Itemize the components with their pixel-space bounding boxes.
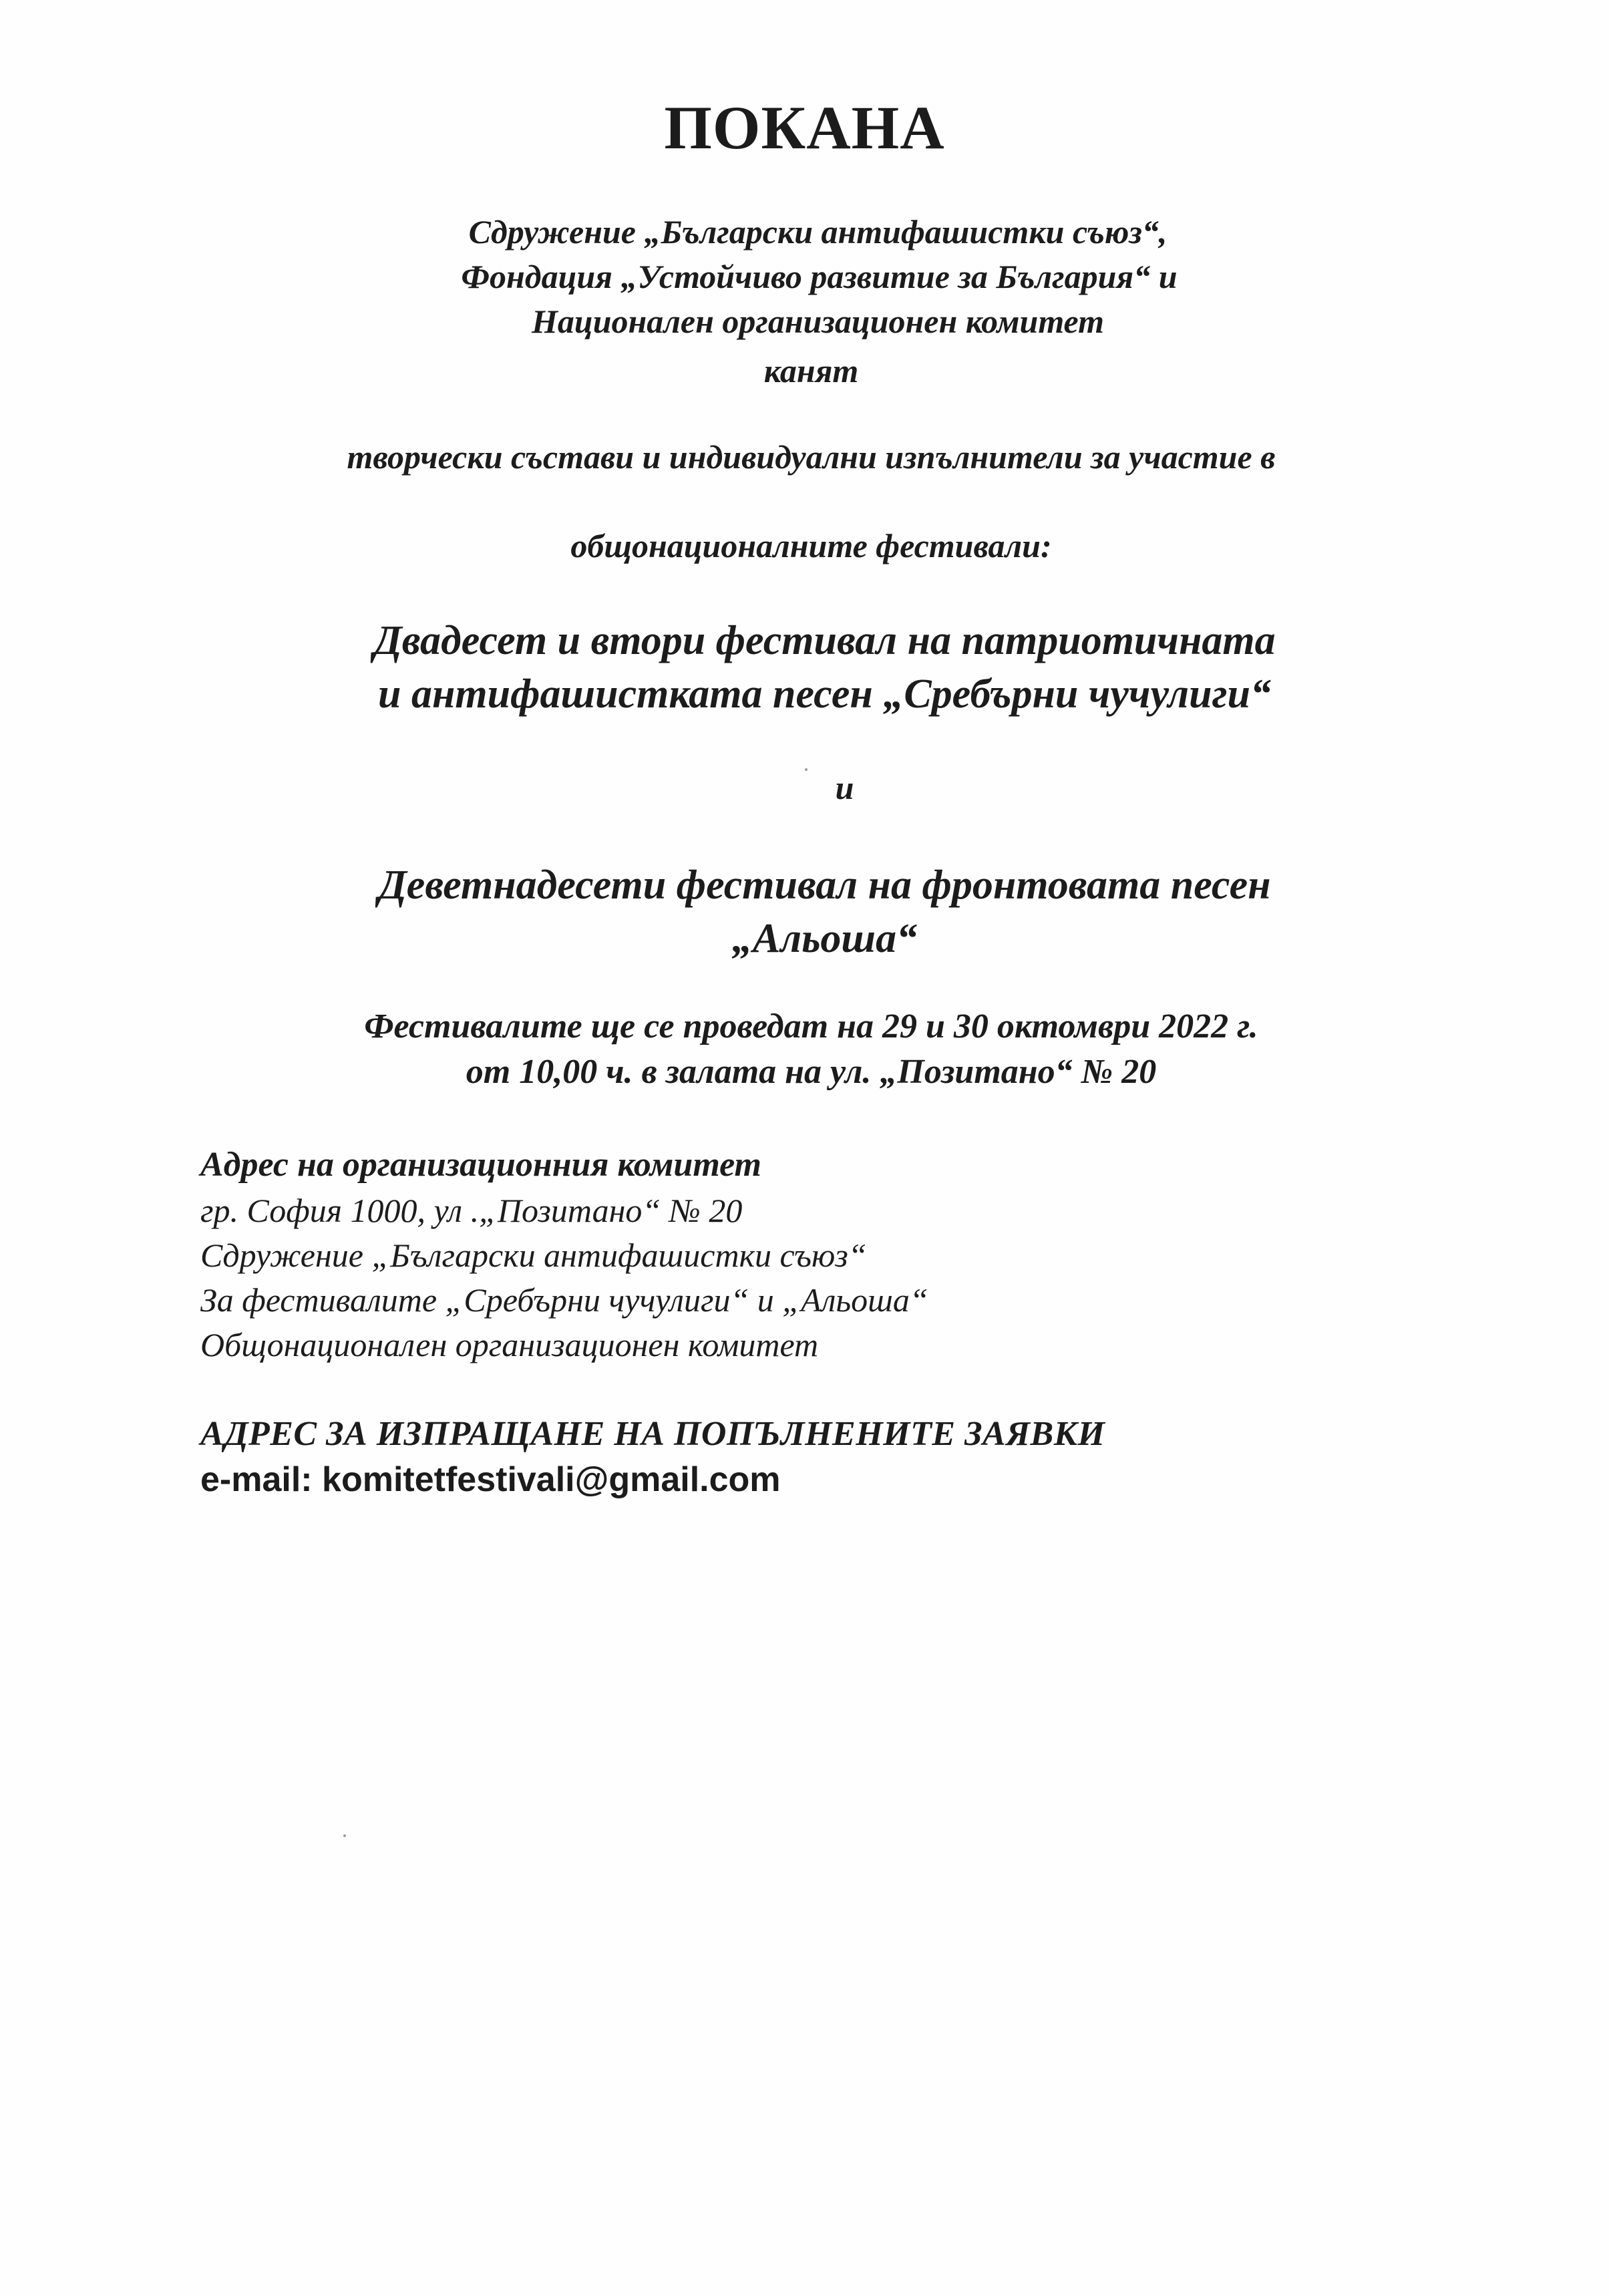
scan-speck	[343, 1834, 346, 1837]
organizer-line-3: Национален организационен комитет	[532, 303, 1104, 340]
schedule-line-2: от 10,00 ч. в залата на ул. „Позитано“ № 20	[466, 1053, 1157, 1091]
festival-conjunction: и	[835, 769, 854, 806]
address-heading: Адрес на организационния комитет	[200, 1146, 761, 1184]
address-line-3: За фестивалите „Сребърни чучулиги“ и „Альоша“	[200, 1281, 928, 1319]
organizer-line-2: Фондация „Устойчиво развитие за България“ и	[461, 258, 1178, 295]
submission-heading: АДРЕС ЗА ИЗПРАЩАНЕ НА ПОПЪЛНЕНИТЕ ЗАЯВКИ	[200, 1415, 1105, 1453]
address-line-1: гр. София 1000, ул .„Позитано“ № 20	[200, 1192, 743, 1229]
organizer-line-1: Сдружение „Български антифашистки съюз“,	[468, 213, 1168, 251]
schedule-line-1: Фестивалите ще се проведат на 29 и 30 октомври 2022 г.	[364, 1007, 1258, 1045]
submission-email: e-mail: komitetfestivali@gmail.com	[200, 1460, 781, 1499]
invitation-line-2: общонационалните фестивали:	[570, 527, 1052, 564]
scan-speck	[805, 768, 808, 771]
address-line-4: Общонационален организационен комитет	[200, 1326, 819, 1363]
address-line-2: Сдружение „Български антифашистки съюз“	[200, 1237, 867, 1274]
invite-verb: канят	[763, 352, 859, 389]
festival-2-line-2: „Альоша“	[731, 916, 918, 961]
festival-1-line-1: Двадесет и втори фестивал на патриотичната	[373, 618, 1276, 663]
invitation-line-1: творчески състави и индивидуални изпълнители за участие в	[347, 438, 1276, 476]
festival-1-line-2: и антифашистката песен „Сребърни чучулиги“	[378, 671, 1271, 717]
document-title: ПОКАНА	[664, 94, 945, 162]
festival-2-line-1: Деветнадесети фестивал на фронтовата песен	[378, 862, 1271, 908]
